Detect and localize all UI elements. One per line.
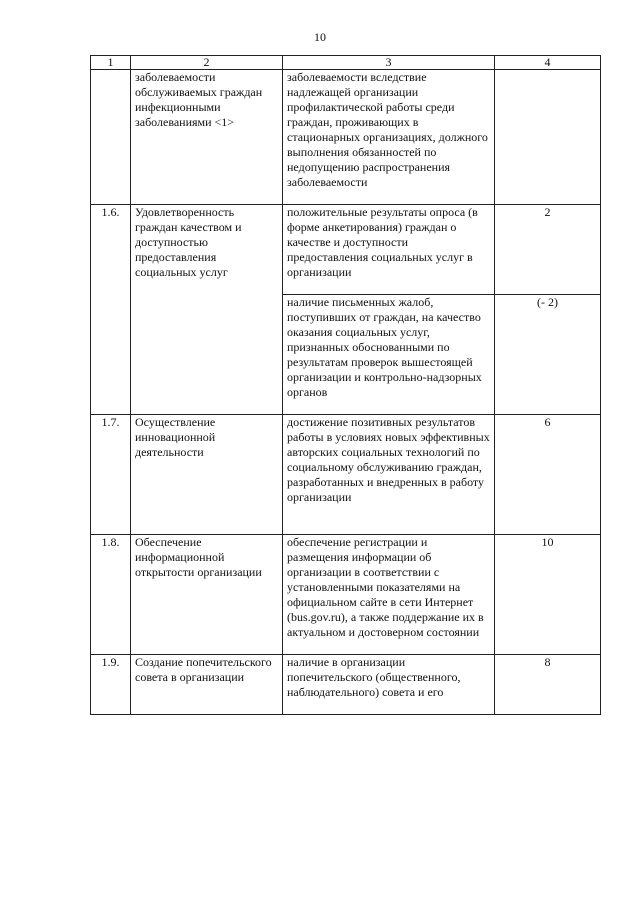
row-number: 1.8. [91,535,131,655]
table-row [91,535,601,655]
criterion-cell: заболеваемости обслуживаемых граждан инфекционными заболеваниями <1> [131,70,283,205]
row-number: 1.9. [91,655,131,715]
row-number: 1.7. [91,415,131,535]
table-row [91,415,601,535]
score-cell: (- 2) [495,295,601,415]
header-col-1: 1 [91,56,131,70]
header-col-4: 4 [495,56,601,70]
score-cell [495,70,601,205]
criterion-cell: Осуществление инновационной деятельности [131,415,283,535]
table-row [91,70,601,205]
indicator-cell: наличие письменных жалоб, поступивших от граждан, на качество оказания социальных услуг, признанных обоснованными по результатам проверок вышестоящей организации и контрольно-надзорных органов [283,295,495,415]
indicator-cell: положительные результаты опроса (в форме анкетирования) граждан о качестве и доступности предоставления социальных услуг в организации [283,205,495,295]
criteria-table [90,55,601,715]
indicator-cell: достижение позитивных результатов работы в условиях новых эффективных авторских социальных технологий по социальному обслуживанию граждан, разработанных и внедренных в работу организации [283,415,495,535]
indicator-cell: заболеваемости вследствие надлежащей организации профилактической работы среди граждан, проживающих в стационарных организациях, должного выполнения обязанностей по недопущению распространения заболеваемости [283,70,495,205]
score-cell: 8 [495,655,601,715]
page-number: 10 [314,30,326,44]
criterion-cell: Удовлетворенность граждан качеством и доступностью предоставления социальных услуг [131,205,283,415]
table-row [91,655,601,715]
header-col-2: 2 [131,56,283,70]
score-cell: 10 [495,535,601,655]
indicator-cell: наличие в организации попечительского (общественного, наблюдательного) совета и его [283,655,495,715]
table-row [91,205,601,295]
header-col-3: 3 [283,56,495,70]
criterion-cell: Обеспечение информационной открытости организации [131,535,283,655]
criterion-cell: Создание попечительского совета в организации [131,655,283,715]
row-number [91,70,131,205]
row-number: 1.6. [91,205,131,415]
score-cell: 2 [495,205,601,295]
score-cell: 6 [495,415,601,535]
indicator-cell: обеспечение регистрации и размещения информации об организации в соответствии с установленными показателями на официальном сайте в сети Интернет (bus.gov.ru), а также поддержание их в актуальном и достоверном состоянии [283,535,495,655]
table-header-row [91,56,601,70]
